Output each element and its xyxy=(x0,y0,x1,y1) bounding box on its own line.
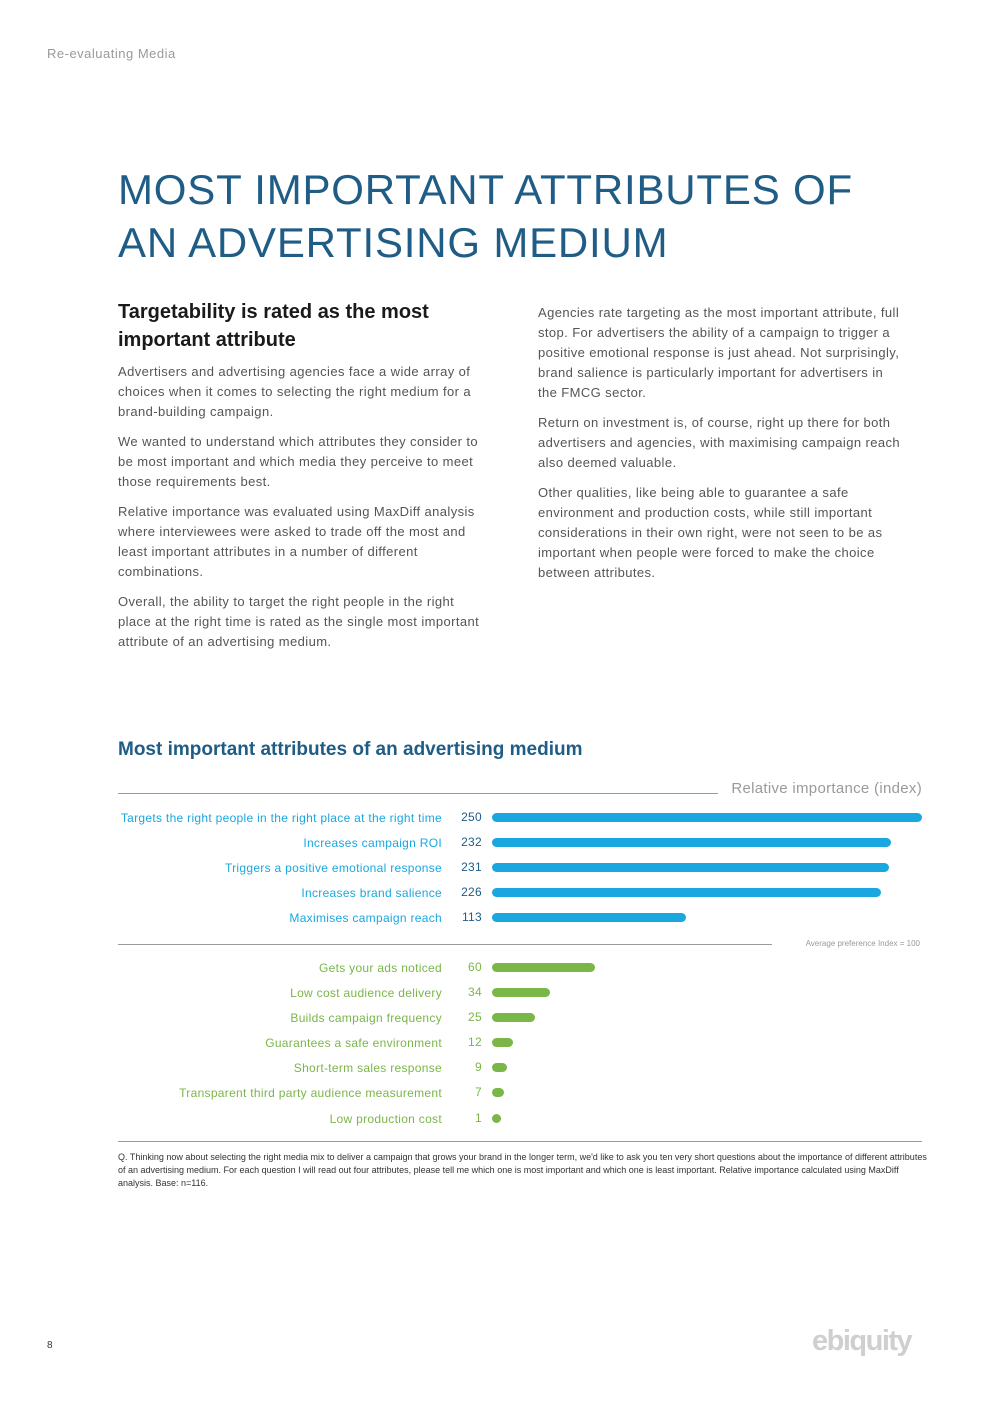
bar-value-label: 25 xyxy=(468,1010,482,1024)
page-title xyxy=(118,163,918,269)
body-paragraph: Advertisers and advertising agencies face a wide array of choices when it comes to selecting the right medium for a brand-building campaign. xyxy=(118,364,472,419)
bar xyxy=(492,888,881,897)
footnote: Q. Thinking now about selecting the right media mix to deliver a campaign that grows your brand in the longer term, we'd like to ask you ten very short questions about the importance of different attributes of an advertising medium. For each question I will read out four attributes, please tell me which one is most important and which one is least important. Relative importance calculated using MaxDiff analysis. Base: n=116. xyxy=(118,1152,927,1188)
bar xyxy=(492,988,550,997)
bar-row xyxy=(0,958,992,978)
bar-row xyxy=(0,858,992,878)
bar-category-label: Guarantees a safe environment xyxy=(265,1036,442,1050)
bar-value-label: 7 xyxy=(475,1085,482,1099)
bar xyxy=(492,913,686,922)
bar xyxy=(492,963,595,972)
bar-row xyxy=(0,1008,992,1028)
page-title-line-1: MOST IMPORTANT ATTRIBUTES OF xyxy=(118,166,853,213)
bar-value-label: 9 xyxy=(475,1060,482,1074)
svg-text:ebiquity: ebiquity xyxy=(812,1325,912,1357)
body-paragraph: Relative importance was evaluated using MaxDiff analysis where interviewees were asked to trade off the most and least important attributes in a number of different combinations. xyxy=(118,504,475,579)
body-paragraph: Return on investment is, of course, right up there for both advertisers and agencies, with maximising campaign reach also deemed valuable. xyxy=(538,415,901,470)
bar xyxy=(492,813,922,822)
bar xyxy=(492,1088,504,1097)
running-head: Re-evaluating Media xyxy=(47,46,176,61)
bar-value-label: 232 xyxy=(461,835,482,849)
section-subhead: Targetability is rated as the most important attribute xyxy=(118,301,429,351)
x-axis-label: Relative importance (index) xyxy=(731,780,922,797)
bar-row xyxy=(0,1058,992,1078)
bar-category-label: Transparent third party audience measurement xyxy=(179,1086,442,1100)
bar-value-label: 12 xyxy=(468,1035,482,1049)
average-reference-line xyxy=(118,944,772,945)
bar xyxy=(492,1013,535,1022)
bar-category-label: Builds campaign frequency xyxy=(290,1011,442,1025)
bar-row xyxy=(0,833,992,853)
body-paragraph: Other qualities, like being able to guarantee a safe environment and production costs, while still important considerations in their own right, were not seen to be as important when people were forced to make the choice between attributes. xyxy=(538,485,883,580)
chart-title: Most important attributes of an advertising medium xyxy=(118,739,583,760)
bar-value-label: 34 xyxy=(468,985,482,999)
bar-category-label: Targets the right people in the right place at the right time xyxy=(120,811,442,825)
bar-value-label: 226 xyxy=(461,885,482,899)
bar-row xyxy=(0,1033,992,1053)
bar-row xyxy=(0,1083,992,1103)
bar-category-label: Increases campaign ROI xyxy=(303,836,442,850)
ebiquity-logo xyxy=(810,1320,926,1365)
bar-value-label: 113 xyxy=(461,910,482,924)
bar xyxy=(492,1038,513,1047)
page-title-line-2: AN ADVERTISING MEDIUM xyxy=(118,219,669,266)
bar-category-label: Increases brand salience xyxy=(301,886,442,900)
bar xyxy=(492,1114,501,1123)
bar-category-label: Triggers a positive emotional response xyxy=(224,861,442,875)
body-paragraph: Agencies rate targeting as the most important attribute, full stop. For advertisers the ability of a campaign to trigger a positive emotional response is just ahead. Not surprisingly, brand salience is particularly important for advertisers in the FMCG sector. xyxy=(538,305,900,400)
bar-category-label: Low production cost xyxy=(329,1112,442,1126)
left-column xyxy=(118,298,486,662)
bar xyxy=(492,863,889,872)
bar-category-label: Gets your ads noticed xyxy=(318,961,442,975)
bar-row xyxy=(0,908,992,928)
bar-row xyxy=(0,983,992,1003)
bar xyxy=(492,838,891,847)
page-number: 8 xyxy=(47,1340,53,1351)
footnote-rule xyxy=(118,1141,922,1142)
axis-rule xyxy=(118,793,718,794)
bar-value-label: 1 xyxy=(475,1111,482,1125)
bar-category-label: Low cost audience delivery xyxy=(290,986,442,1000)
bar-row xyxy=(0,1109,992,1129)
body-paragraph: Overall, the ability to target the right people in the right place at the right time is rated as the single most important attribute of an advertising medium. xyxy=(118,594,480,649)
bar-category-label: Maximises campaign reach xyxy=(289,911,442,925)
body-paragraph: We wanted to understand which attributes they consider to be most important and which media they perceive to meet those requirements best. xyxy=(118,434,479,489)
bar-category-label: Short-term sales response xyxy=(293,1061,442,1075)
average-reference-label: Average preference Index = 100 xyxy=(805,939,920,948)
bar-row xyxy=(0,883,992,903)
ebiquity-logo-graphic xyxy=(810,1320,926,1360)
bar-row xyxy=(0,808,992,828)
bar-value-label: 250 xyxy=(461,810,482,824)
right-column xyxy=(538,303,906,593)
bar-value-label: 231 xyxy=(461,860,482,874)
bar xyxy=(492,1063,507,1072)
bar-value-label: 60 xyxy=(468,960,482,974)
